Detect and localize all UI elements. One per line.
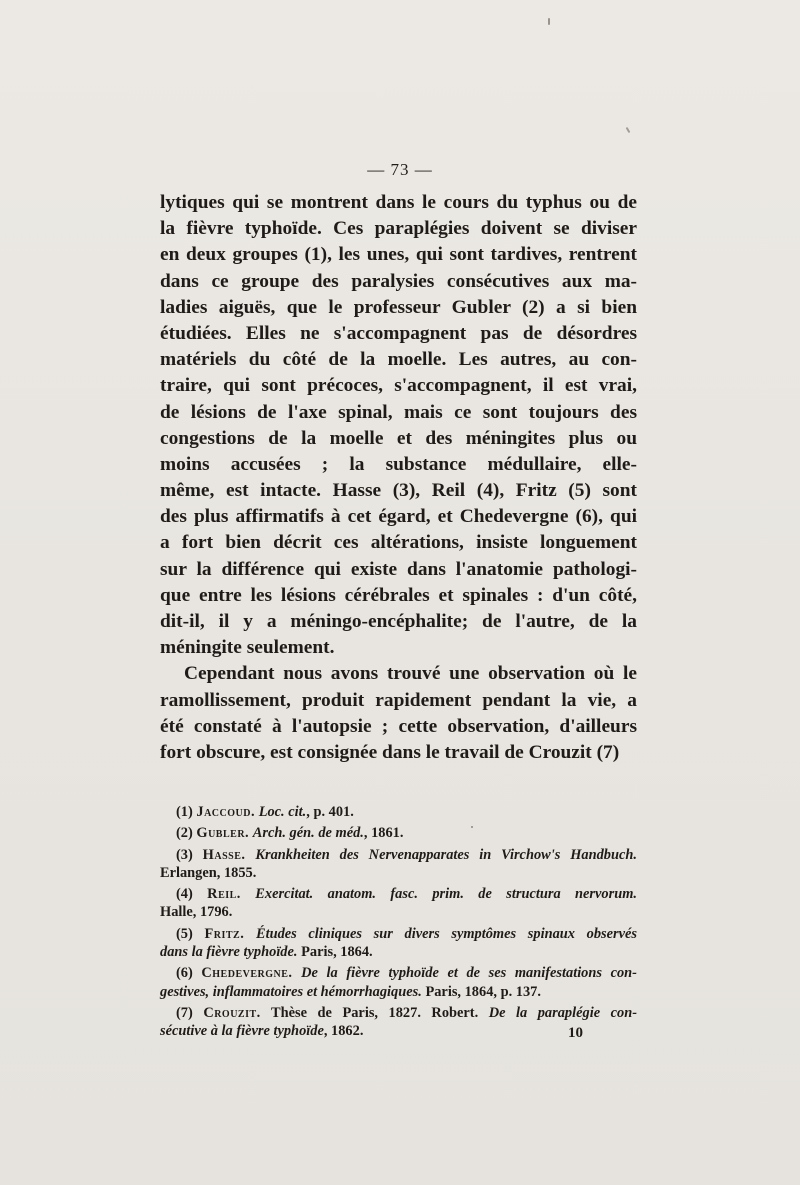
footnote-line <box>160 803 637 821</box>
text-line: dit-il, il y a méningo-encéphalite; de l'autre, de la <box>160 611 637 632</box>
footnote-text: Paris, 1864. <box>297 944 373 961</box>
footnote-text: , p. 401. <box>306 804 354 820</box>
footnote-line <box>160 925 637 943</box>
footnote-number: (7) <box>176 1004 193 1021</box>
footnote-text: Krankheiten des Nervenapparates in Virchow's Handbuch. <box>255 846 637 863</box>
text-line: a fort bien décrit ces altérations, insiste longuement <box>160 532 637 554</box>
footnote-text: Paris, 1864, p. 137. <box>421 983 541 1000</box>
footnote-line <box>160 1022 637 1040</box>
footnote <box>160 964 637 1001</box>
footnote-text: gestives, inflammatoires et hémorrhagiques. <box>160 983 422 1000</box>
text-line: de lésions de l'axe spinal, mais ce sont toujours des <box>160 401 637 423</box>
footnote-number: (5) <box>176 925 193 942</box>
text-line: étudiées. Elles ne s'accompagnent pas de désordres <box>160 322 637 344</box>
footnote-number: (2) <box>176 825 193 842</box>
footnote-line <box>160 943 637 961</box>
footnote-line <box>160 964 637 982</box>
body-text <box>160 190 637 766</box>
footnote-number: (3) <box>176 846 193 863</box>
footnote-author: Hasse. <box>202 846 246 863</box>
footnote-line <box>160 885 637 903</box>
footnote-text: dans la fièvre typhoïde. <box>160 944 298 961</box>
footnote-text: Études cliniques sur divers symptômes spinaux observés <box>255 925 637 942</box>
footnote-author: Reil. <box>207 886 241 903</box>
text-line: que entre les lésions cérébrales et spinales : d'un côté, <box>160 584 637 606</box>
footnote-author: Chedevergne. <box>201 965 293 982</box>
page-number: — 73 — <box>367 160 433 179</box>
footnote-text: Arch. gén. de méd. <box>252 825 364 842</box>
paper-speck <box>548 18 550 25</box>
signature-mark: 10 <box>568 1025 583 1041</box>
footnote-line <box>160 1004 637 1022</box>
text-line: lytiques qui se montrent dans le cours du typhus ou de <box>160 192 637 213</box>
footnote-text: Thèse de Paris, 1827. Robert. <box>271 1004 489 1021</box>
footnote-author: Gubler. <box>196 825 250 842</box>
footnote-text: Exercitat. anatom. fasc. prim. de structura nervorum. <box>255 886 637 903</box>
text-line: traire, qui sont précoces, s'accompagnent, il est vrai, <box>160 375 637 397</box>
footnote-author: Crouzit. <box>203 1004 261 1021</box>
paper-speck <box>471 826 473 828</box>
footnote-line <box>160 903 637 921</box>
footnote-line <box>160 824 637 842</box>
text-line: été constaté à l'autopsie ; cette observation, d'ailleurs <box>160 715 637 737</box>
footnote-text: sécutive à la fièvre typhoïde <box>160 1023 324 1040</box>
text-line: méningite seulement. <box>160 637 335 659</box>
footnote <box>160 824 637 842</box>
footnote-line <box>160 864 637 882</box>
footnote <box>160 1004 637 1041</box>
text-line: en deux groupes (1), les unes, qui sont tardives, rentrent <box>160 244 637 266</box>
footnote-number: (6) <box>176 965 193 982</box>
text-line: fort obscure, est consignée dans le travail de Crouzit (7) <box>160 741 620 763</box>
text-line: Cependant nous avons trouvé une observation où le <box>184 663 637 685</box>
footnote-author: Jaccoud. <box>196 804 256 820</box>
text-line: même, est intacte. Hasse (3), Reil (4), Fritz (5) sont <box>160 480 637 502</box>
footnote-number: (1) <box>176 804 193 820</box>
text-line: la fièvre typhoïde. Ces paraplégies doivent se diviser <box>160 218 637 240</box>
text-line: congestions de la moelle et des méningites plus ou <box>160 427 637 449</box>
footnote-text: De la fièvre typhoïde et de ses manifestations con- <box>301 965 637 982</box>
footnote <box>160 846 637 883</box>
footnote-text: De la paraplégie con- <box>488 1004 637 1021</box>
footnote-line <box>160 983 637 1001</box>
footnote <box>160 803 637 821</box>
footnote-text: Erlangen, 1855. <box>160 864 257 881</box>
text-line: matériels du côté de la moelle. Les autres, au con- <box>160 349 637 371</box>
paragraph-1 <box>160 190 637 661</box>
text-line: dans ce groupe des paralysies consécutives aux ma- <box>160 270 637 292</box>
text-line: moins accusées ; la substance médullaire, elle- <box>160 453 637 475</box>
text-line: ramollissement, produit rapidement pendant la vie, a <box>160 689 637 711</box>
footnotes <box>160 803 637 1044</box>
footnote-text: , 1862. <box>323 1023 364 1040</box>
footnote-text: , 1861. <box>363 825 404 842</box>
paragraph-2 <box>160 661 637 766</box>
footnote <box>160 885 637 922</box>
footnote-author: Fritz. <box>204 925 245 942</box>
footnote-text: Loc. cit. <box>258 804 307 820</box>
footnote-line <box>160 846 637 864</box>
footnote-text: Halle, 1796. <box>160 904 233 921</box>
paper-speck <box>626 127 631 133</box>
text-line: des plus affirmatifs à cet égard, et Chedevergne (6), qui <box>160 506 637 528</box>
text-line: sur la différence qui existe dans l'anatomie pathologi- <box>160 558 637 580</box>
footnote <box>160 925 637 962</box>
text-line: ladies aiguës, que le professeur Gubler (2) a si bien <box>160 296 637 318</box>
footnote-number: (4) <box>176 886 193 903</box>
